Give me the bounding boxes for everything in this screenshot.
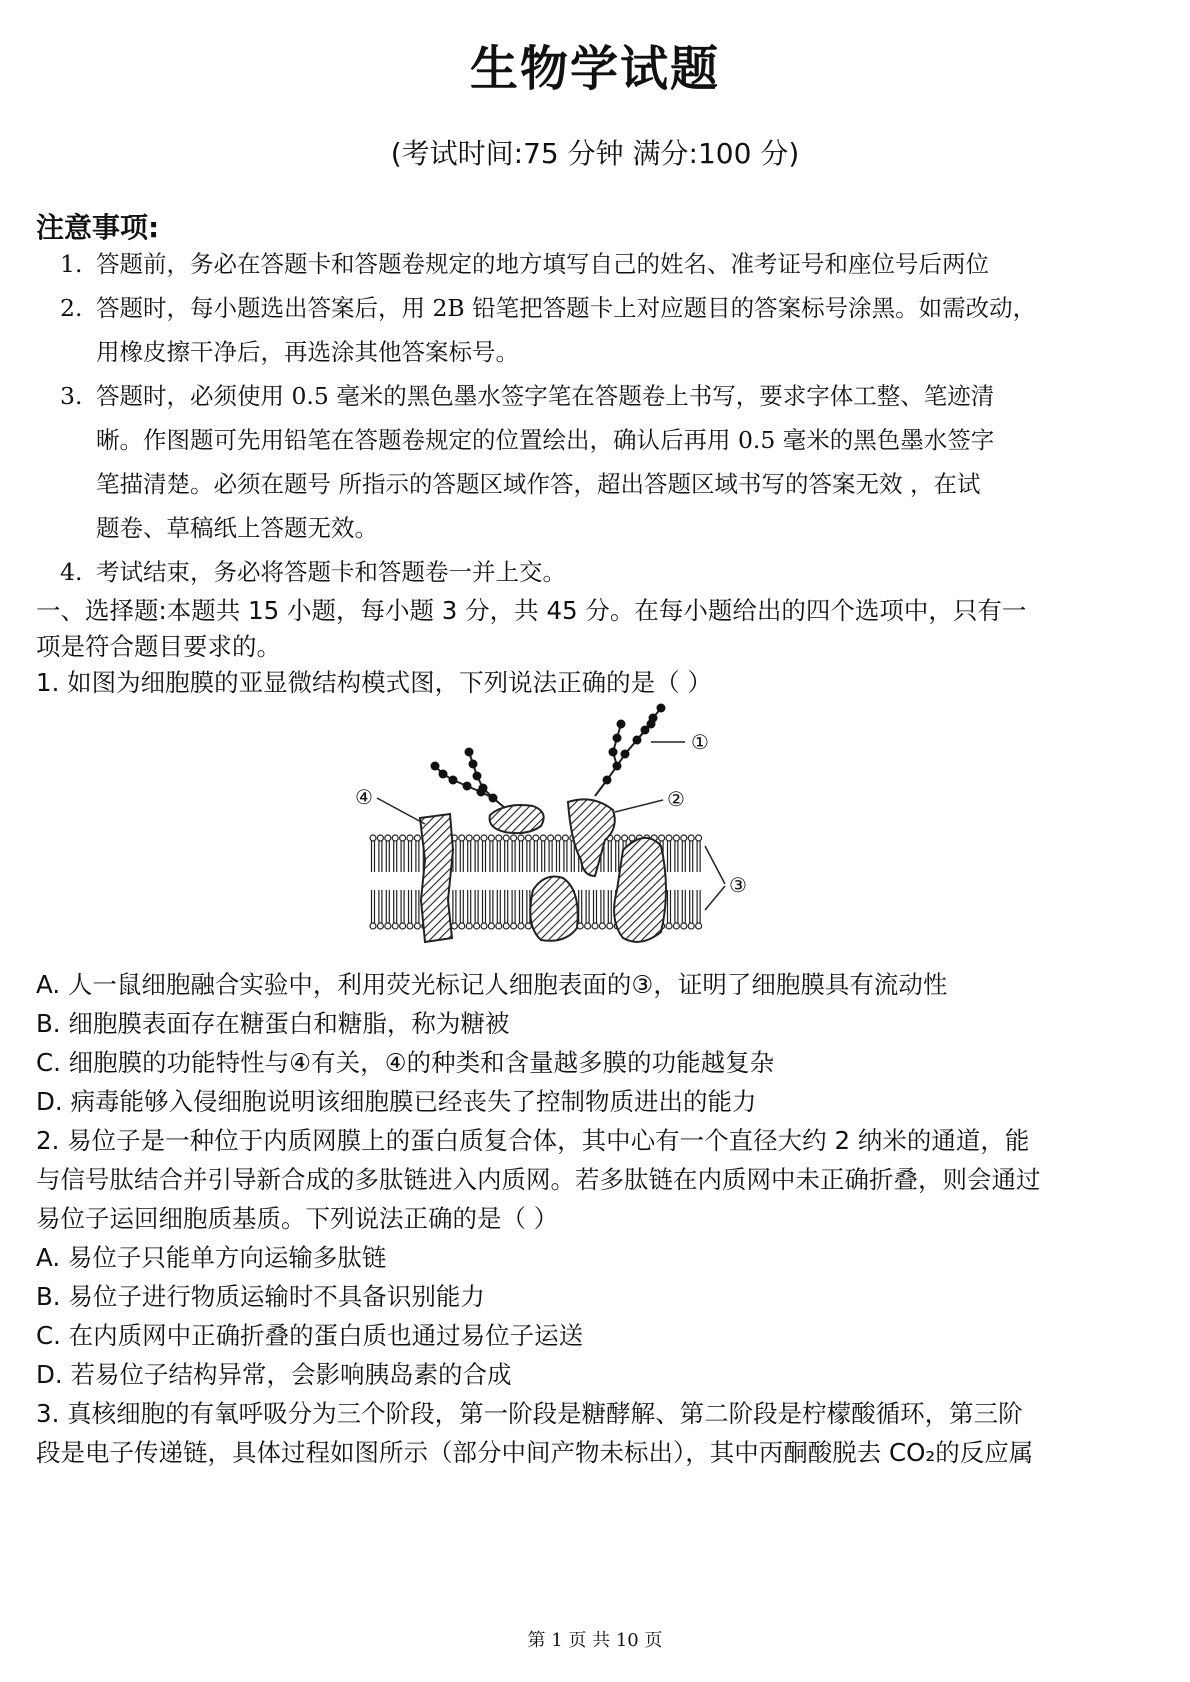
note-line: 笔描清楚。必须在题号 所指示的答题区域作答，超出答题区域书写的答案无效 ，在试 (96, 470, 981, 498)
q1-option-d: D. 病毒能够入侵细胞说明该细胞膜已经丧失了控制物质进出的能力 (36, 1087, 757, 1116)
question-3-stem: 3. 真核细胞的有氧呼吸分为三个阶段，第一阶段是糖酵解、第二阶段是柠檬酸循环，第三阶 (36, 1399, 1023, 1428)
q2-option-d: D. 若易位子结构异常，会影响胰岛素的合成 (36, 1360, 512, 1389)
label-2: ② (667, 787, 685, 811)
q1-option-c: C. 细胞膜的功能特性与④有关，④的种类和含量越多膜的功能越复杂 (36, 1048, 775, 1077)
note-number: 4. (60, 558, 83, 586)
note-3 (60, 374, 1160, 418)
section-heading-cont: 项是符合题目要求的。 (36, 632, 281, 661)
question-2-stem: 2. 易位子是一种位于内质网膜上的蛋白质复合体，其中心有一个直径大约 2 纳米的通道，能 (36, 1126, 1030, 1155)
notes-heading: 注意事项: (36, 211, 160, 244)
label-3: ③ (729, 873, 747, 897)
note-line: 答题前，务必在答题卡和答题卷规定的地方填写自己的姓名、准考证号和座位号后两位 (96, 250, 989, 278)
q2-option-b: B. 易位子进行物质运输时不具备识别能力 (36, 1282, 485, 1311)
note-number: 2. (60, 294, 83, 322)
note-4 (60, 550, 1160, 594)
question-2-stem-cont: 易位子运回细胞质基质。下列说法正确的是（ ） (36, 1204, 559, 1233)
inner-protein (530, 877, 577, 941)
transmembrane-protein-4 (420, 814, 453, 942)
label-1: ① (691, 730, 709, 754)
note-1 (60, 242, 1160, 286)
page-number: 第 1 页 共 10 页 (527, 1630, 663, 1651)
channel-protein (614, 838, 666, 942)
note-number: 1. (60, 250, 83, 278)
section-heading: 一、选择题:本题共 15 小题，每小题 3 分，共 45 分。在每小题给出的四个选项中，只有一 (36, 596, 1027, 625)
note-line: 考试结束，务必将答题卡和答题卷一并上交。 (96, 558, 566, 586)
question-3-stem-cont: 段是电子传递链，具体过程如图所示（部分中间产物未标出），其中丙酮酸脱去 CO₂的反应属 (36, 1438, 1034, 1467)
surface-protein-left (490, 805, 544, 833)
question-1-stem: 1. 如图为细胞膜的亚显微结构模式图，下列说法正确的是（ ） (36, 668, 712, 697)
page-title: 生物学试题 (469, 41, 720, 97)
q1-option-b: B. 细胞膜表面存在糖蛋白和糖脂，称为糖被 (36, 1009, 510, 1038)
question-2-stem-cont: 与信号肽结合并引导新合成的多肽链进入内质网。若多肽链在内质网中未正确折叠，则会通过 (36, 1165, 1041, 1194)
label-4: ④ (355, 785, 373, 809)
q1-option-a: A. 人一鼠细胞融合实验中，利用荧光标记人细胞表面的③，证明了细胞膜具有流动性 (36, 970, 948, 999)
q2-option-c: C. 在内质网中正确折叠的蛋白质也通过易位子运送 (36, 1321, 584, 1350)
note-line: 用橡皮擦干净后，再选涂其他答案标号。 (96, 338, 519, 366)
note-line: 答题时，必须使用 0.5 毫米的黑色墨水签字笔在答题卷上书写，要求字体工整、笔迹清 (96, 382, 995, 410)
note-line: 答题时，每小题选出答案后，用 2B 铅笔把答题卡上对应题目的答案标号涂黑。如需改动， (96, 294, 1037, 322)
q2-option-a: A. 易位子只能单方向运输多肽链 (36, 1243, 387, 1272)
note-line: 晰。作图题可先用铅笔在答题卷规定的位置绘出，确认后再用 0.5 毫米的黑色墨水签字 (96, 426, 995, 454)
note-2 (60, 286, 1160, 330)
note-number: 3. (60, 382, 83, 410)
cell-membrane-figure (355, 700, 775, 960)
exam-info: (考试时间:75 分钟 满分:100 分) (390, 137, 800, 170)
note-line: 题卷、草稿纸上答题无效。 (96, 514, 378, 542)
